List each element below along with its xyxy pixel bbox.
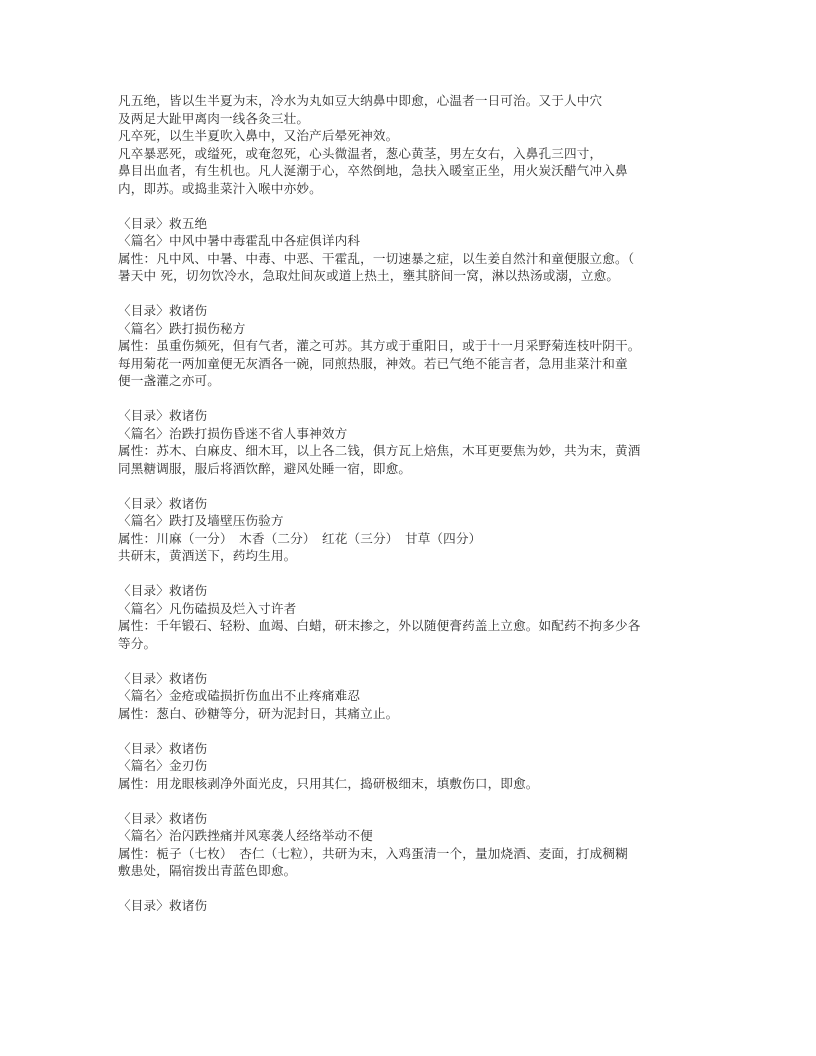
text-line: 鼻目出血者，有生机也。凡人涎潮于心，卒然倒地，急扶入暖室正坐，用火炭沃醋气冲入鼻: [118, 163, 628, 178]
text-line-heading: 〈目录〉救五绝: [118, 215, 208, 231]
text-block-opening-passage: [118, 92, 702, 197]
document-text-column: [118, 92, 702, 915]
text-line-heading: 〈目录〉救诸伤: [118, 303, 208, 318]
text-line: 凡卒死，以生半夏吹入鼻中，又治产后晕死神效。: [118, 128, 399, 143]
text-block-entry-4: [118, 495, 702, 565]
text-line: 共研末，黄酒送下，药均生用。: [118, 548, 297, 563]
text-line-heading: 〈篇名〉跌打及墙壁压伤验方: [118, 513, 284, 528]
text-line: 属性：用龙眼核剥净外面光皮，只用其仁，捣研极细末，填敷伤口，即愈。: [118, 775, 539, 791]
text-block-entry-1: [118, 215, 702, 285]
text-block-entry-7: [118, 740, 702, 793]
text-line-heading: 〈目录〉救诸伤: [118, 583, 208, 598]
text-line: 同黑糖调服，服后将酒饮醉，避风处睡一宿，即愈。: [118, 460, 412, 476]
text-block-entry-3: [118, 407, 702, 477]
text-line-heading: 〈篇名〉治闪跌挫痛并风寒袭人经络举动不便: [118, 828, 373, 843]
text-line-heading: 〈篇名〉中风中暑中毒霍乱中各症俱详内科: [118, 233, 361, 248]
text-line: 属性：苏木、白麻皮、细木耳，以上各二钱，俱方瓦上焙焦，木耳更要焦为妙，共为末，黄酒: [118, 443, 641, 458]
text-line-heading: 〈目录〉救诸伤: [118, 740, 208, 756]
text-line-heading: 〈篇名〉治跌打损伤昏迷不省人事神效方: [118, 425, 348, 441]
text-line: 属性：虽重伤频死，但有气者，灌之可苏。其方或于重阳日，或于十一月采野菊连枝叶阴干。: [118, 338, 641, 353]
text-line: 等分。: [118, 635, 157, 651]
text-block-entry-6: [118, 670, 702, 723]
text-line-heading: 〈篇名〉金疮或磕损折伤血出不止疼痛难忍: [118, 688, 361, 703]
text-line: 凡卒暴恶死，或缢死，或奄忽死，心头微温者，葱心黄茎，男左女右，入鼻孔三四寸，: [118, 145, 603, 161]
text-line-heading: 〈目录〉救诸伤: [118, 898, 208, 913]
text-line: 属性：栀子（七枚） 杏仁（七粒），共研为末，入鸡蛋清一个，量加烧酒、麦面，打成稠糊: [118, 845, 628, 861]
text-line-heading: 〈篇名〉跌打损伤秘方: [118, 320, 246, 336]
text-block-entry-2: [118, 302, 702, 390]
text-line: 内，即苏。或捣韭菜汁入喉中亦妙。: [118, 180, 322, 196]
text-line-heading: 〈目录〉救诸伤: [118, 408, 208, 423]
text-line: 暑天中 死，切勿饮冷水，急取灶间灰或道上热土，壅其脐间一窝，淋以热汤或溺，立愈。: [118, 268, 620, 283]
text-line: 属性：凡中风、中暑、中毒、中恶、干霍乱，一切速暴之症，以生姜自然汁和童便服立愈。（: [118, 250, 635, 266]
text-line: 及两足大趾甲离肉一线各灸三壮。: [118, 110, 310, 126]
text-line-heading: 〈篇名〉金刃伤: [118, 758, 208, 773]
text-line-heading: 〈篇名〉凡伤磕损及烂入寸许者: [118, 600, 297, 616]
text-block-entry-5: [118, 582, 702, 652]
text-block-entry-8: [118, 810, 702, 880]
text-line: 属性：千年锻石、轻粉、血竭、白蜡，研末掺之，外以随便膏药盖上立愈。如配药不拘多少各: [118, 618, 641, 633]
text-line: 凡五绝，皆以生半夏为末，冷水为丸如豆大纳鼻中即愈，心温者一日可治。又于人中穴: [118, 93, 603, 108]
text-line-heading: 〈目录〉救诸伤: [118, 495, 208, 511]
text-line: 敷患处，隔宿拨出青蓝色即愈。: [118, 863, 297, 878]
text-block-entry-9: [118, 897, 702, 915]
text-line: 便一盏灌之亦可。: [118, 373, 220, 388]
text-line-heading: 〈目录〉救诸伤: [118, 670, 208, 686]
text-line-heading: 〈目录〉救诸伤: [118, 810, 208, 826]
text-line: 属性：川麻（一分） 木香（二分） 红花（三分） 甘草（四分）: [118, 530, 482, 546]
text-line: 每用菊花一两加童便无灰酒各一碗，同煎热服，神效。若已气绝不能言者，急用韭菜汁和童: [118, 355, 628, 371]
text-line: 属性：葱白、砂糖等分，研为泥封日，其痛立止。: [118, 705, 399, 721]
